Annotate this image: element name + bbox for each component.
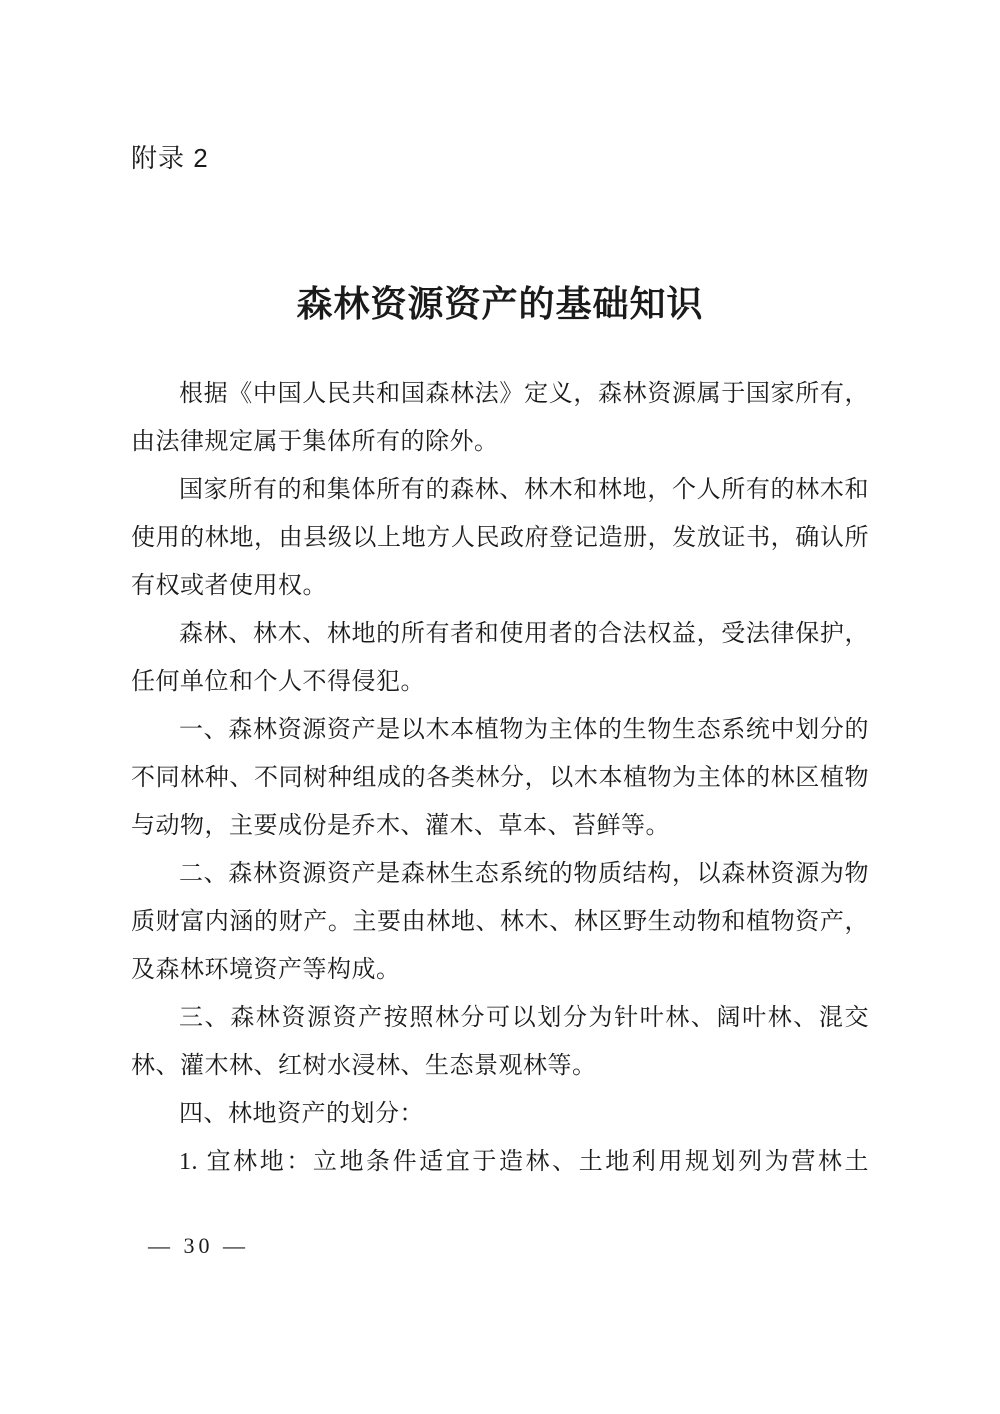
paragraph: 森林、林木、林地的所有者和使用者的合法权益，受法律保护，任何单位和个人不得侵犯。: [131, 621, 869, 695]
document-body: [131, 370, 869, 1186]
paragraph: 四、林地资产的划分：: [179, 1101, 424, 1127]
paragraph: 一、森林资源资产是以木本植物为主体的生物生态系统中划分的不同林种、不同树种组成的各类林分，以木本植物为主体的林区植物与动物，主要成份是乔木、灌木、草本、苔鲜等。: [131, 717, 869, 839]
page-number: — 30 —: [148, 1233, 249, 1258]
paragraph: 1. 宜林地：立地条件适宜于造林、土地利用规划列为营林土: [179, 1149, 869, 1175]
paragraph: 国家所有的和集体所有的森林、林木和林地，个人所有的林木和使用的林地，由县级以上地方人民政府登记造册，发放证书，确认所有权或者使用权。: [131, 477, 869, 599]
appendix-label: 附录 2: [131, 143, 209, 173]
paragraph: 根据《中国人民共和国森林法》定义，森林资源属于国家所有，由法律规定属于集体所有的除外。: [131, 381, 869, 455]
paragraph: 二、森林资源资产是森林生态系统的物质结构，以森林资源为物质财富内涵的财产。主要由林地、林木、林区野生动物和植物资产，及森林环境资产等构成。: [131, 861, 869, 983]
page-title: 森林资源资产的基础知识: [296, 283, 704, 325]
paragraph: 三、森林资源资产按照林分可以划分为针叶林、阔叶林、混交林、灌木林、红树水浸林、生态景观林等。: [131, 1005, 869, 1079]
